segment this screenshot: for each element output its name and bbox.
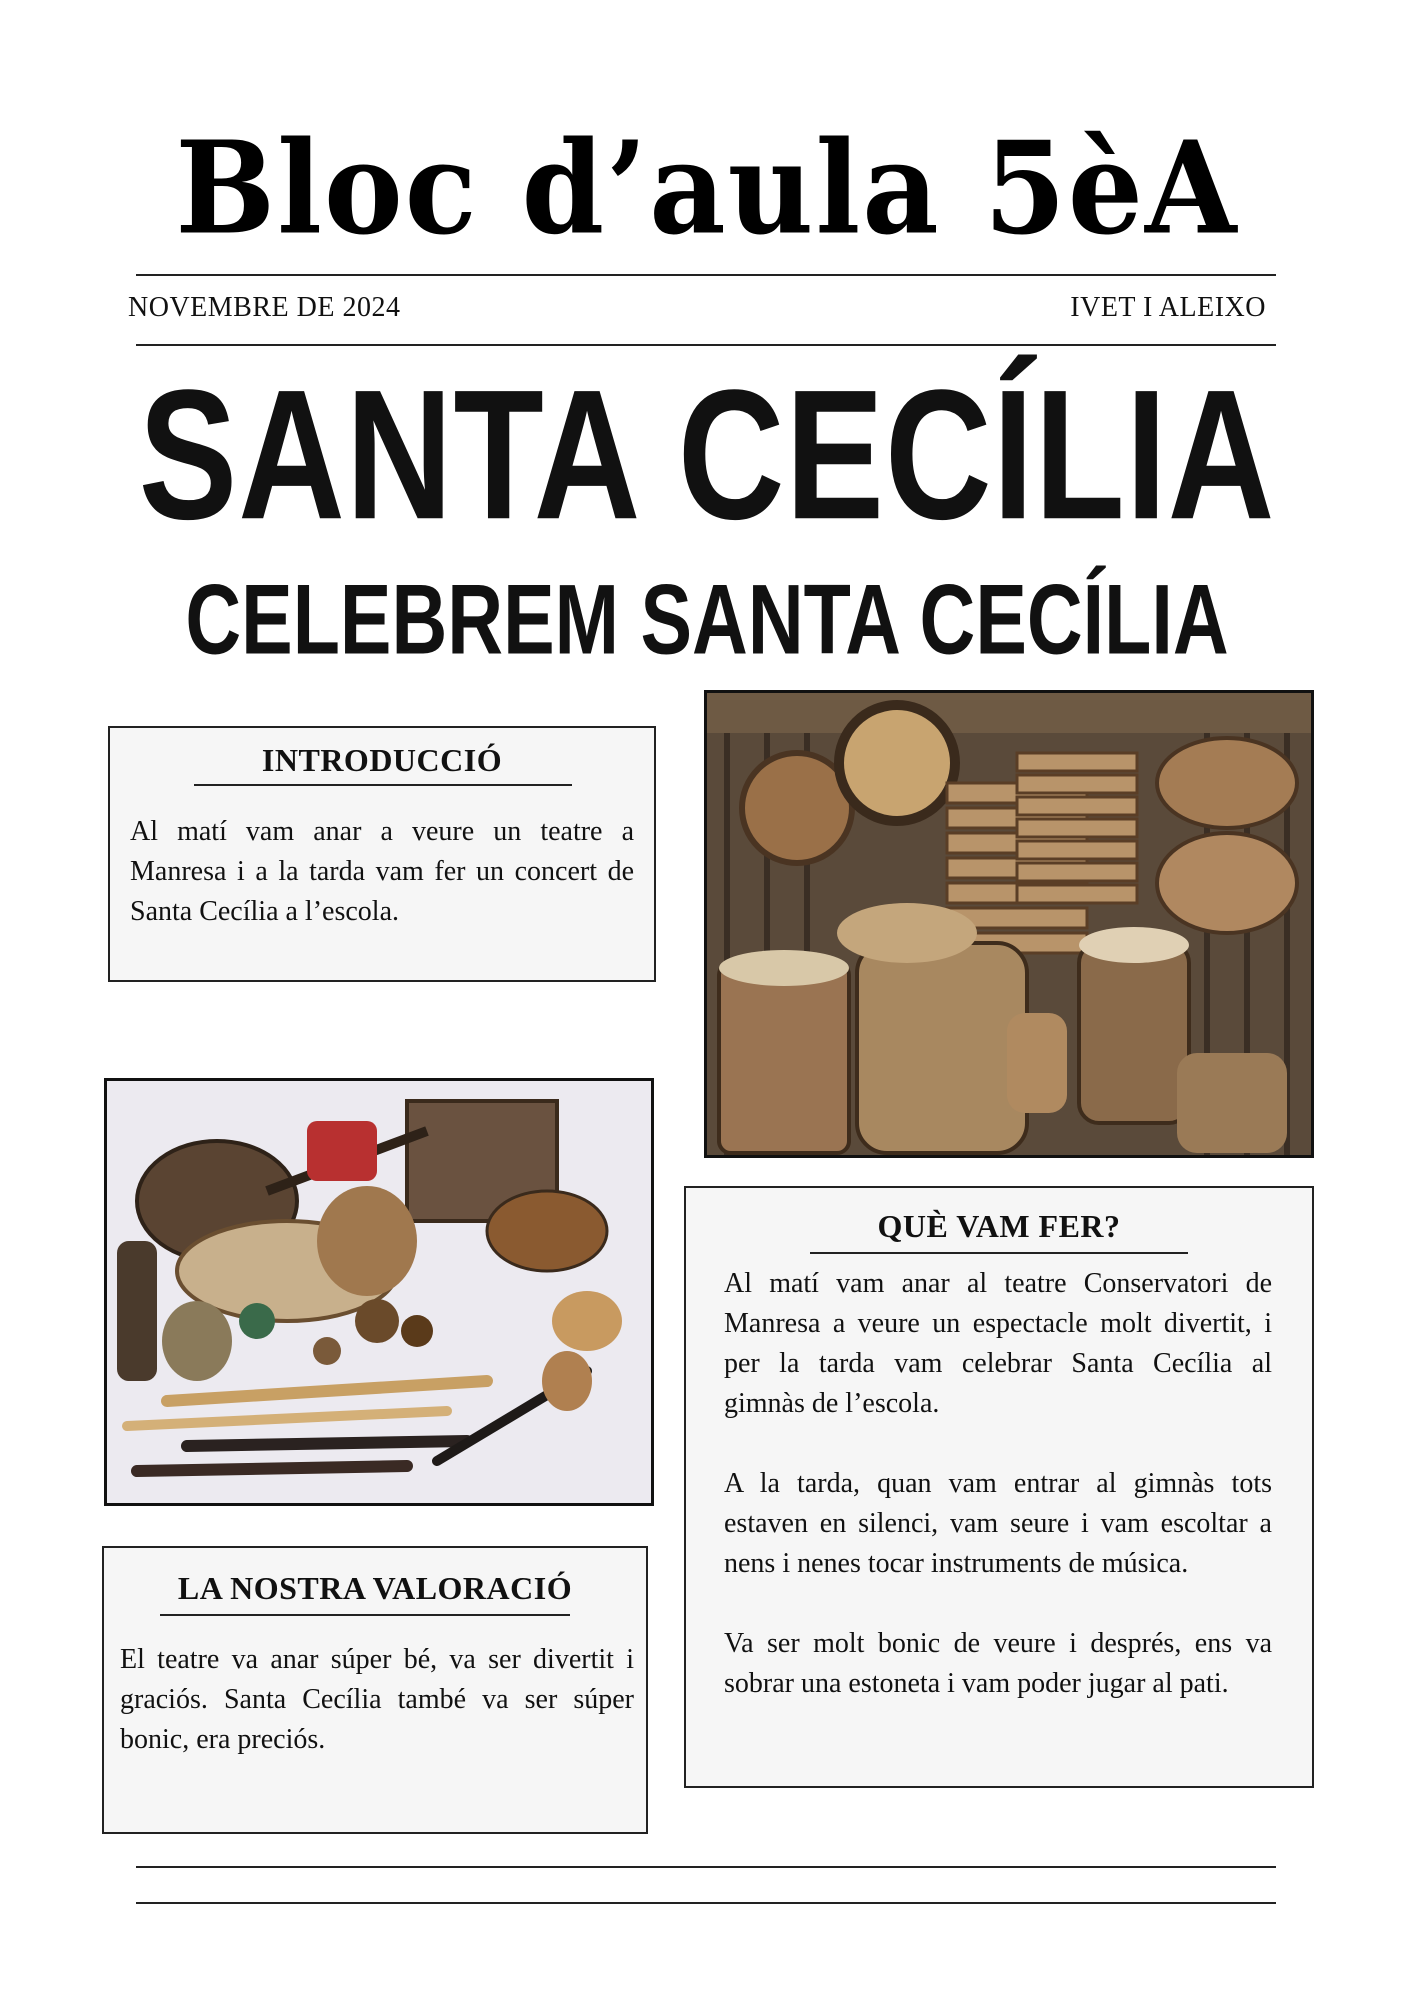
top-rule [136, 274, 1276, 276]
masthead-title: Bloc d’aula 5èA [175, 112, 1239, 263]
footer-rule-bottom [136, 1902, 1276, 1904]
review-text: El teatre va anar súper bé, va ser divertit i graciós. Santa Cecília també va ser súper bonic, era preciós. [120, 1644, 634, 1755]
sub-headline: CELEBREM SANTA CECÍLIA [185, 564, 1229, 676]
review-heading: LA NOSTRA VALORACIÓ [177, 1570, 573, 1606]
what-we-did-paragraph-2: A la tarda, quan vam entrar al gimnàs tots estaven en silenci, vam seure i vam escoltar a nens i nenes tocar instruments de música. [724, 1468, 1272, 1579]
issue-date: NOVEMBRE DE 2024 [128, 292, 401, 323]
instruments-wall-photo [704, 690, 1314, 1158]
header-rule [136, 344, 1276, 346]
what-we-did-heading-underline [810, 1252, 1188, 1254]
what-we-did-paragraph-1: Al matí vam anar al teatre Conservatori de Manresa a veure un espectacle molt divertit, i per la tarda vam celebrar Santa Cecília al gimnàs de l’escola. [724, 1268, 1272, 1419]
what-we-did-box [684, 1186, 1314, 1788]
intro-text: Al matí vam anar a veure un teatre a Manresa i a la tarda vam fer un concert de Santa Cecília a l’escola. [130, 816, 634, 927]
review-box [102, 1546, 648, 1834]
intro-heading: INTRODUCCIÓ [261, 742, 503, 778]
review-heading-underline [160, 1614, 570, 1616]
what-we-did-paragraph-3: Va ser molt bonic de veure i després, ens va sobrar una estoneta i vam poder jugar al pati. [724, 1628, 1272, 1699]
intro-heading-underline [194, 784, 572, 786]
main-headline: SANTA CECÍLIA [138, 351, 1276, 558]
footer-rule-top [136, 1866, 1276, 1868]
intro-box [108, 726, 656, 982]
instruments-table-photo [104, 1078, 654, 1506]
authors: IVET I ALEIXO [1070, 292, 1266, 323]
what-we-did-heading: QUÈ VAM FER? [877, 1208, 1121, 1244]
